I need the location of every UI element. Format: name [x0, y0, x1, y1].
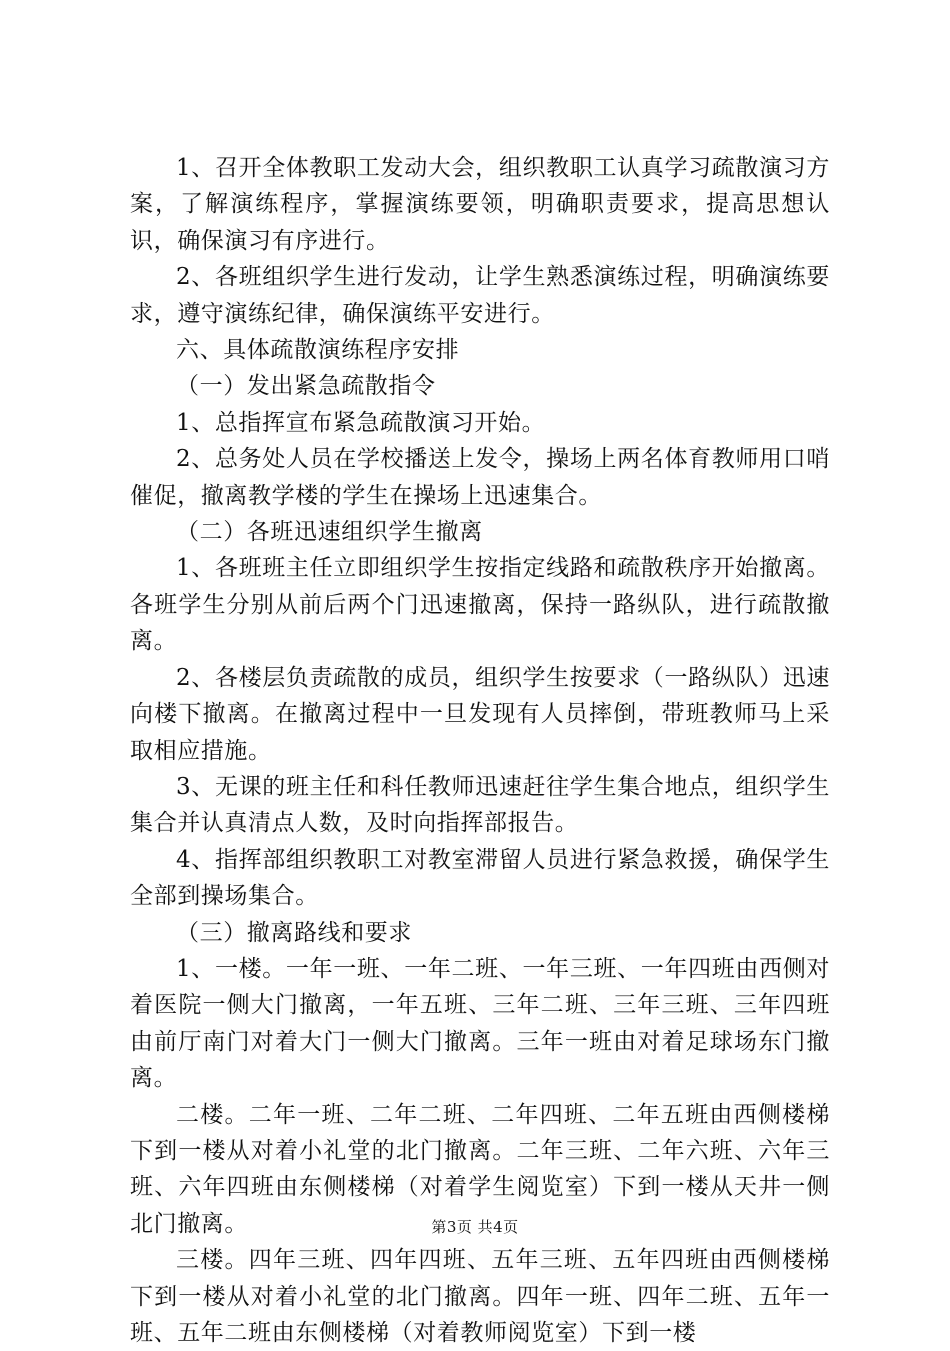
paragraph-10: 二楼。二年一班、二年二班、二年四班、二年五班由西侧楼梯下到一楼从对着小礼堂的北门撤离。二年三班、二年六班、六年三班、六年四班由东侧楼梯（对着学生阅览室）下到一楼从天井一侧北门撤离。 — [130, 1101, 830, 1237]
paragraph-3: 1、总指挥宣布紧急疏散演习开始。 — [176, 409, 546, 436]
document-body — [130, 150, 830, 1351]
paragraph-11: 三楼。四年三班、四年四班、五年三班、五年四班由西侧楼梯下到一楼从对着小礼堂的北门撤离。四年一班、四年二班、五年一班、五年二班由东侧楼梯（对着教师阅览室）下到一楼 — [130, 1247, 830, 1346]
paragraph-8: 4、指挥部组织教职工对教室滞留人员进行紧急救援，确保学生全部到操场集合。 — [130, 846, 830, 910]
subheading-2: （二）各班迅速组织学生撤离 — [176, 519, 483, 546]
paragraph-7: 3、无课的班主任和科任教师迅速赶往学生集合地点，组织学生集合并认真清点人数，及时向指挥部报告。 — [130, 773, 830, 837]
page-number-footer: 第3页 共4页 — [431, 1218, 519, 1236]
section-heading-6: 六、具体疏散演练程序安排 — [176, 337, 460, 364]
paragraph-4: 2、总务处人员在学校播送上发令，操场上两名体育教师用口哨催促，撤离教学楼的学生在操场上迅速集合。 — [130, 446, 830, 509]
paragraph-1: 1、召开全体教职工发动大会，组织教职工认真学习疏散演习方案，了解演练程序，掌握演练要领，明确职责要求，提高思想认识，确保演习有序进行。 — [130, 155, 830, 254]
paragraph-6: 2、各楼层负责疏散的成员，组织学生按要求（一路纵队）迅速向楼下撤离。在撤离过程中一旦发现有人员摔倒，带班教师马上采取相应措施。 — [130, 664, 830, 764]
subheading-3: （三）撤离路线和要求 — [176, 919, 412, 946]
subheading-1: （一）发出紧急疏散指令 — [176, 373, 436, 400]
paragraph-9: 1、一楼。一年一班、一年二班、一年三班、一年四班由西侧对着医院一侧大门撤离，一年五班、三年二班、三年三班、三年四班由前厅南门对着大门一侧大门撤离。三年一班由对着足球场东门撤离。 — [130, 955, 830, 1092]
paragraph-2: 2、各班组织学生进行发动，让学生熟悉演练过程，明确演练要求，遵守演练纪律，确保演练平安进行。 — [130, 264, 830, 327]
paragraph-5: 1、各班班主任立即组织学生按指定线路和疏散秩序开始撤离。各班学生分别从前后两个门迅速撤离，保持一路纵队，进行疏散撤离。 — [130, 555, 830, 655]
